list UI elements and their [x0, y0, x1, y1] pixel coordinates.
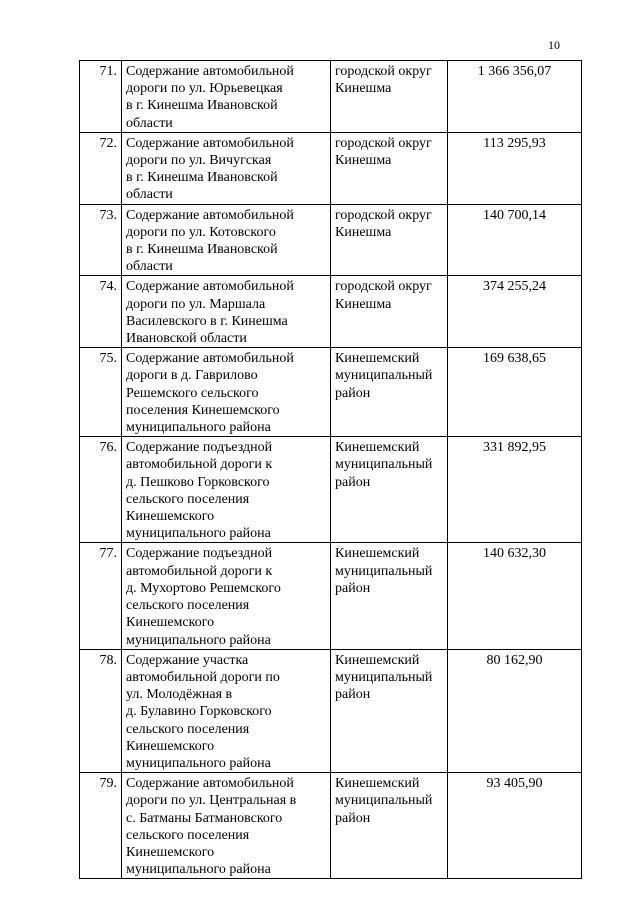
road-description-line: дороги по ул. Маршала	[126, 296, 266, 312]
road-description-line: сельского поселения	[126, 827, 250, 843]
territory-line: муниципальный	[335, 563, 433, 579]
road-description-line: Кинешемского	[126, 738, 215, 754]
road-description-line: поселения Кинешемского	[126, 402, 280, 418]
road-description-line: Кинешемского	[126, 615, 215, 631]
road-description-line: дороги по ул. Юрьевецкая	[126, 81, 283, 97]
road-description-line: д. Булавино Горковского	[126, 704, 272, 720]
road-description	[122, 204, 331, 276]
road-description-line: сельского поселения	[126, 491, 250, 507]
road-description-line: Кинешемского	[126, 844, 215, 860]
territory-line: муниципальный	[335, 793, 433, 809]
road-description	[122, 132, 331, 204]
road-description-line: д. Мухортово Решемского	[126, 580, 281, 596]
road-description	[122, 276, 331, 348]
amount: 113 295,93	[448, 132, 582, 204]
table-row	[80, 649, 582, 772]
row-number: 73.	[80, 204, 122, 276]
territory-line: городской округ	[335, 135, 432, 151]
row-number: 75.	[80, 348, 122, 437]
road-description-line: Содержание автомобильной	[126, 279, 294, 295]
territory	[331, 204, 448, 276]
amount: 93 405,90	[448, 773, 582, 879]
roads-table	[79, 60, 582, 879]
territory	[331, 348, 448, 437]
road-description-line: дороги по ул. Вичугская	[126, 153, 272, 169]
table-row	[80, 204, 582, 276]
amount: 374 255,24	[448, 276, 582, 348]
road-description-line: в г. Кинешма Ивановской	[126, 170, 278, 186]
road-description-line: Содержание участка	[126, 652, 249, 668]
territory-line: Кинешемский	[335, 351, 420, 367]
road-description-line: в г. Кинешма Ивановской	[126, 242, 278, 258]
road-description-line: области	[126, 115, 173, 131]
territory	[331, 276, 448, 348]
amount: 169 638,65	[448, 348, 582, 437]
table-row	[80, 276, 582, 348]
road-description-line: сельского поселения	[126, 598, 250, 614]
row-number: 72.	[80, 132, 122, 204]
road-description-line: муниципального района	[126, 632, 271, 648]
territory-line: муниципальный	[335, 457, 433, 473]
road-description	[122, 773, 331, 879]
road-description-line: Содержание подъездной	[126, 440, 273, 456]
table-row	[80, 437, 582, 543]
territory-line: Кинешемский	[335, 440, 420, 456]
territory-line: район	[335, 474, 371, 490]
road-description	[122, 61, 331, 133]
road-description-line: сельского поселения	[126, 721, 250, 737]
table-row	[80, 773, 582, 879]
road-description	[122, 348, 331, 437]
amount: 140 700,14	[448, 204, 582, 276]
road-description-line: д. Пешково Горковского	[126, 474, 270, 490]
row-number: 78.	[80, 649, 122, 772]
road-description-line: муниципального района	[126, 420, 271, 436]
territory-line: Кинешма	[335, 81, 392, 97]
table-row	[80, 132, 582, 204]
roads-table-body	[80, 61, 582, 879]
territory-line: муниципальный	[335, 669, 433, 685]
row-number: 71.	[80, 61, 122, 133]
road-description-line: муниципального района	[126, 526, 271, 542]
territory-line: Кинешемский	[335, 652, 420, 668]
territory-line: городской округ	[335, 207, 432, 223]
road-description-line: области	[126, 187, 173, 203]
road-description	[122, 437, 331, 543]
road-description-line: в г. Кинешма Ивановской	[126, 98, 278, 114]
road-description-line: с. Батманы Батмановского	[126, 810, 283, 826]
territory-line: Кинешма	[335, 224, 392, 240]
territory	[331, 132, 448, 204]
road-description-line: дороги в д. Гаврилово	[126, 368, 258, 384]
road-description-line: Содержание автомобильной	[126, 64, 294, 79]
row-number: 76.	[80, 437, 122, 543]
territory	[331, 773, 448, 879]
table-row	[80, 543, 582, 649]
road-description-line: Кинешемского	[126, 509, 215, 525]
amount: 140 632,30	[448, 543, 582, 649]
territory-line: муниципальный	[335, 368, 433, 384]
road-description-line: Содержание автомобильной	[126, 351, 294, 367]
road-description-line: автомобильной дороги к	[126, 563, 273, 579]
territory-line: Кинешемский	[335, 546, 420, 562]
territory-line: Кинешма	[335, 153, 392, 169]
road-description-line: автомобильной дороги к	[126, 457, 273, 473]
row-number: 77.	[80, 543, 122, 649]
road-description-line: дороги по ул. Центральная в	[126, 793, 297, 809]
territory-line: Кинешемский	[335, 776, 420, 792]
road-description-line: дороги по ул. Котовского	[126, 224, 276, 240]
road-description-line: Содержание подъездной	[126, 546, 273, 562]
road-description-line: Содержание автомобильной	[126, 207, 294, 223]
road-description-line: области	[126, 259, 173, 275]
territory	[331, 437, 448, 543]
road-description	[122, 649, 331, 772]
territory-line: район	[335, 687, 371, 703]
road-description-line: муниципального района	[126, 862, 271, 878]
territory-line: район	[335, 810, 371, 826]
road-description-line: Василевского в г. Кинешма	[126, 313, 288, 329]
table-row	[80, 348, 582, 437]
road-description-line: Содержание автомобильной	[126, 776, 294, 792]
amount: 1 366 356,07	[448, 61, 582, 133]
row-number: 79.	[80, 773, 122, 879]
territory-line: район	[335, 580, 371, 596]
road-description-line: Ивановской области	[126, 331, 247, 347]
territory-line: район	[335, 385, 371, 401]
road-description-line: ул. Молодёжная в	[126, 687, 233, 703]
table-row	[80, 61, 582, 133]
amount: 80 162,90	[448, 649, 582, 772]
territory-line: Кинешма	[335, 296, 392, 312]
road-description-line: муниципального района	[126, 755, 271, 771]
road-description-line: автомобильной дороги по	[126, 669, 280, 685]
amount: 331 892,95	[448, 437, 582, 543]
territory	[331, 543, 448, 649]
territory	[331, 61, 448, 133]
row-number: 74.	[80, 276, 122, 348]
territory-line: городской округ	[335, 279, 432, 295]
territory-line: городской округ	[335, 64, 432, 79]
territory	[331, 649, 448, 772]
page-number: 10	[548, 38, 560, 52]
road-description	[122, 543, 331, 649]
road-description-line: Решемского сельского	[126, 385, 259, 401]
road-description-line: Содержание автомобильной	[126, 135, 294, 151]
